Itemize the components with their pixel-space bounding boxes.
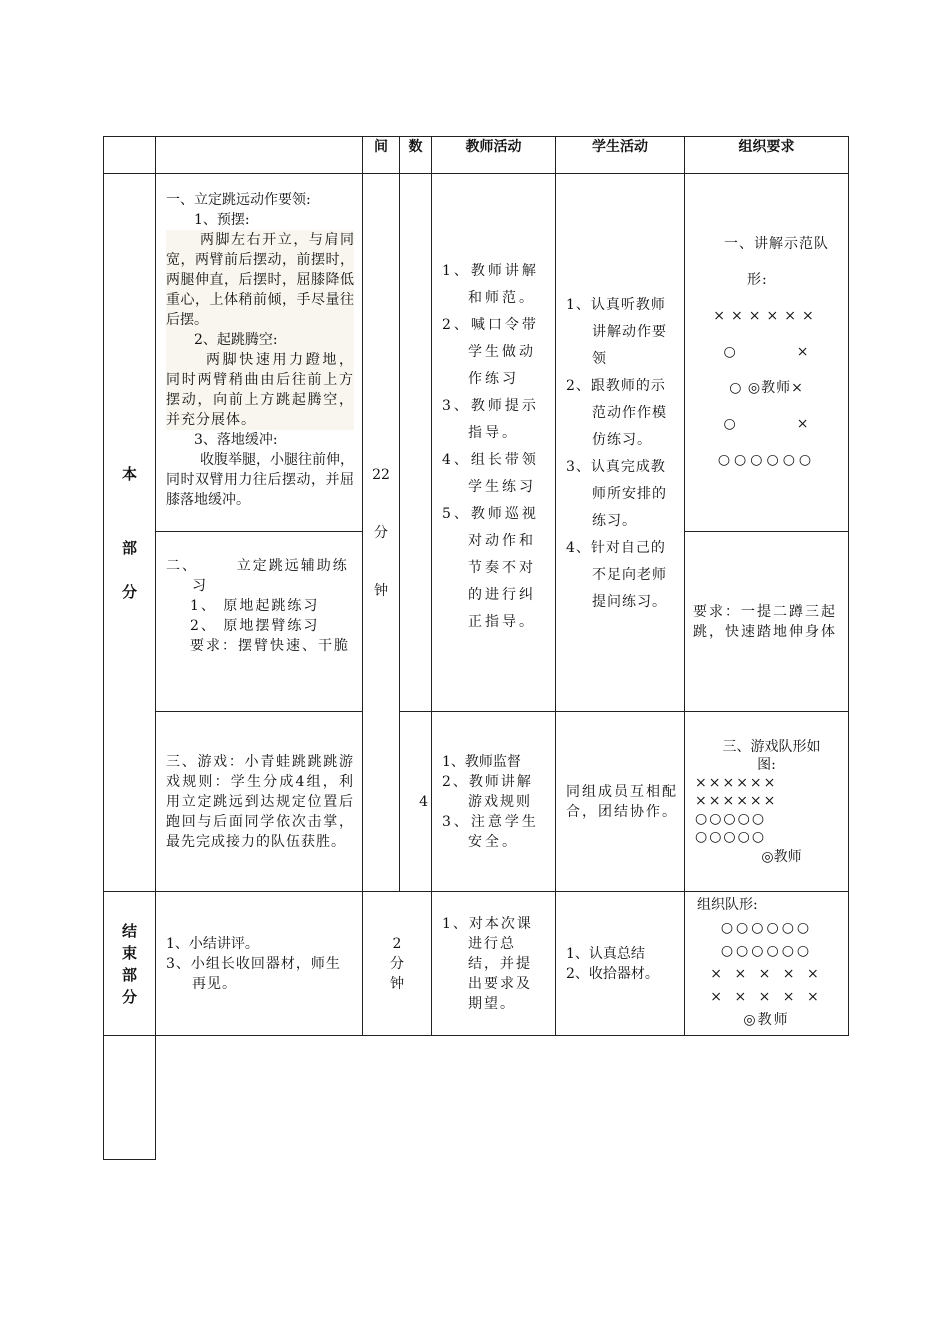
header-section-cell xyxy=(104,137,156,174)
end-label-char: 结 xyxy=(121,921,137,940)
main-count-cell xyxy=(400,174,432,712)
end-content-item: 1、小结讲评。 xyxy=(166,935,259,952)
game-org-formation xyxy=(685,712,849,892)
part2-content xyxy=(156,532,363,712)
end-section-label xyxy=(104,892,156,1036)
part1-step1-title: 1、预摆: xyxy=(194,212,250,228)
end-org-title: 组织队形: xyxy=(697,897,758,913)
main-label-char-1: 本 xyxy=(121,464,137,483)
end-org-row-2: ○○○○○○ xyxy=(720,943,813,959)
end-content-item: 3、小组长收回器材，师生再见。 xyxy=(166,955,341,992)
end-label-char: 部 xyxy=(121,965,137,984)
end-time-unit-2: 钟 xyxy=(390,975,404,992)
game-org-row-1: ×××××× xyxy=(695,775,778,791)
end-time xyxy=(363,892,432,1036)
part1-step3-text: 收腹举腿，小腿往前伸，同时双臂用力往后摆动，并屈膝落地缓冲。 xyxy=(166,452,354,508)
part1-step2-title: 2、起跳腾空: xyxy=(166,330,354,350)
header-time-a: 间 xyxy=(363,137,400,174)
lesson-plan-table xyxy=(103,136,849,1160)
org1-title-2: 形: xyxy=(747,272,768,288)
teacher-activity-item: 1、教师讲解和师范。 xyxy=(442,263,539,306)
main-teacher-activities xyxy=(432,174,556,712)
part1-step1-text: 两脚左右开立，与肩同宽，两臂前后摆动，前摆时，两腿伸直，后摆时，屈膝降低重心，上体稍前倾，手尽量往后摆。 xyxy=(166,232,354,328)
part2-requirement: 要求：摆臂快速、干脆 xyxy=(190,638,350,654)
org1-row-2: ○ × xyxy=(723,344,810,360)
end-teacher-item: 1、对本次课进行总结，并提出要求及期望。 xyxy=(442,915,533,1012)
game-row xyxy=(104,712,849,892)
main-label-char-3: 分 xyxy=(121,582,137,601)
end-label-char: 束 xyxy=(121,943,137,962)
game-student-activity: 同组成员互相配合，团结协作。 xyxy=(556,712,685,892)
end-content xyxy=(156,892,363,1036)
end-time-value: 2 xyxy=(392,935,402,952)
org1-row-3: ○ ◎教师× xyxy=(729,380,804,396)
teacher-activity-item: 2、喊口令带学生做动作练习 xyxy=(442,317,539,387)
teacher-activity-item: 5、教师巡视对动作和节奏不对的进行纠正指导。 xyxy=(442,506,539,630)
part2-item-1: 1、 原地起跳练习 xyxy=(190,598,320,614)
header-org: 组织要求 xyxy=(685,137,849,174)
end-teacher-activity xyxy=(432,892,556,1036)
game-teacher-item: 3、注意学生安全。 xyxy=(442,813,539,850)
game-org-title-1: 三、游戏队形如 xyxy=(722,739,821,755)
part1-step2-text: 两脚快速用力蹬地，同时两臂稍曲由后往前上方摆动，向前上方跳起腾空，并充分展体。 xyxy=(166,352,354,428)
end-row xyxy=(104,892,849,1036)
main-row-1 xyxy=(104,174,849,532)
part1-title: 一、立定跳远动作要领: xyxy=(166,192,311,208)
teacher-activity-item: 3、教师提示指导。 xyxy=(442,398,539,441)
game-teacher-item: 2、教师讲解游戏规则 xyxy=(442,773,533,810)
end-org-teacher: ◎教师 xyxy=(743,1012,790,1028)
game-time: 4 xyxy=(400,712,432,892)
org1-title-1: 一、讲解示范队 xyxy=(724,236,829,252)
org2-requirement: 要求：一提二蹲三起跳，快速踏地伸身体 xyxy=(685,532,849,712)
part2-item-2: 2、 原地摆臂练习 xyxy=(190,618,320,634)
game-org-title-2: 图: xyxy=(757,757,776,773)
trailing-row xyxy=(104,1036,849,1160)
trailing-section-cell xyxy=(104,1036,156,1160)
header-teacher: 教师活动 xyxy=(432,137,556,174)
main-section-label xyxy=(104,174,156,892)
end-org-row-4: × × × × × xyxy=(710,989,823,1005)
end-student-item: 2、收拾器材。 xyxy=(566,965,659,982)
trailing-empty xyxy=(156,1036,849,1160)
game-teacher-activities xyxy=(432,712,556,892)
main-time-value: 22 xyxy=(372,466,390,483)
end-org-row-3: × × × × × xyxy=(710,966,823,982)
org-demo-formation xyxy=(685,174,849,532)
game-content: 三、游戏：小青蛙跳跳跳游戏规则：学生分成4组，利用立定跳远到达规定位置后跑回与后面同学依次击掌，最先完成接力的队伍获胜。 xyxy=(156,712,363,892)
game-org-row-4: ○○○○○ xyxy=(695,829,767,845)
game-org-row-3: ○○○○○ xyxy=(695,811,767,827)
teacher-activity-item: 4、组长带领学生练习 xyxy=(442,452,539,495)
main-time-cell xyxy=(363,174,400,892)
org1-row-1: ×××××× xyxy=(713,308,820,324)
student-activity-item: 2、跟教师的示范动作作模仿练习。 xyxy=(566,378,667,448)
org1-row-5: ○○○○○○ xyxy=(717,452,816,468)
game-org-teacher: ◎教师 xyxy=(761,849,802,865)
student-activity-item: 4、针对自己的不足向老师提问练习。 xyxy=(566,540,667,610)
header-student: 学生活动 xyxy=(556,137,685,174)
student-activity-item: 1、认真听教师讲解动作要领 xyxy=(566,297,667,367)
end-label-char: 分 xyxy=(121,987,137,1006)
org1-row-4: ○ × xyxy=(723,416,810,432)
end-org-row-1: ○○○○○○ xyxy=(720,920,813,936)
header-row xyxy=(104,137,849,174)
end-time-unit-1: 分 xyxy=(390,955,404,972)
game-org-row-2: ×××××× xyxy=(695,793,778,809)
part2-title: 二、 立定跳远辅助练习 xyxy=(166,558,349,594)
game-teacher-item: 1、教师监督 xyxy=(442,753,521,770)
main-time-unit-2: 钟 xyxy=(374,582,388,599)
main-label-char-2: 部 xyxy=(121,538,137,557)
part1-content xyxy=(156,174,363,532)
end-org-formation xyxy=(685,892,849,1036)
header-content-cell xyxy=(156,137,363,174)
part1-step3-title: 3、落地缓冲: xyxy=(194,432,278,448)
end-student-item: 1、认真总结 xyxy=(566,945,645,962)
main-time-unit-1: 分 xyxy=(374,524,388,541)
header-time-b: 数 xyxy=(400,137,432,174)
main-student-activities xyxy=(556,174,685,712)
student-activity-item: 3、认真完成教师所安排的练习。 xyxy=(566,459,667,529)
end-student-activities xyxy=(556,892,685,1036)
